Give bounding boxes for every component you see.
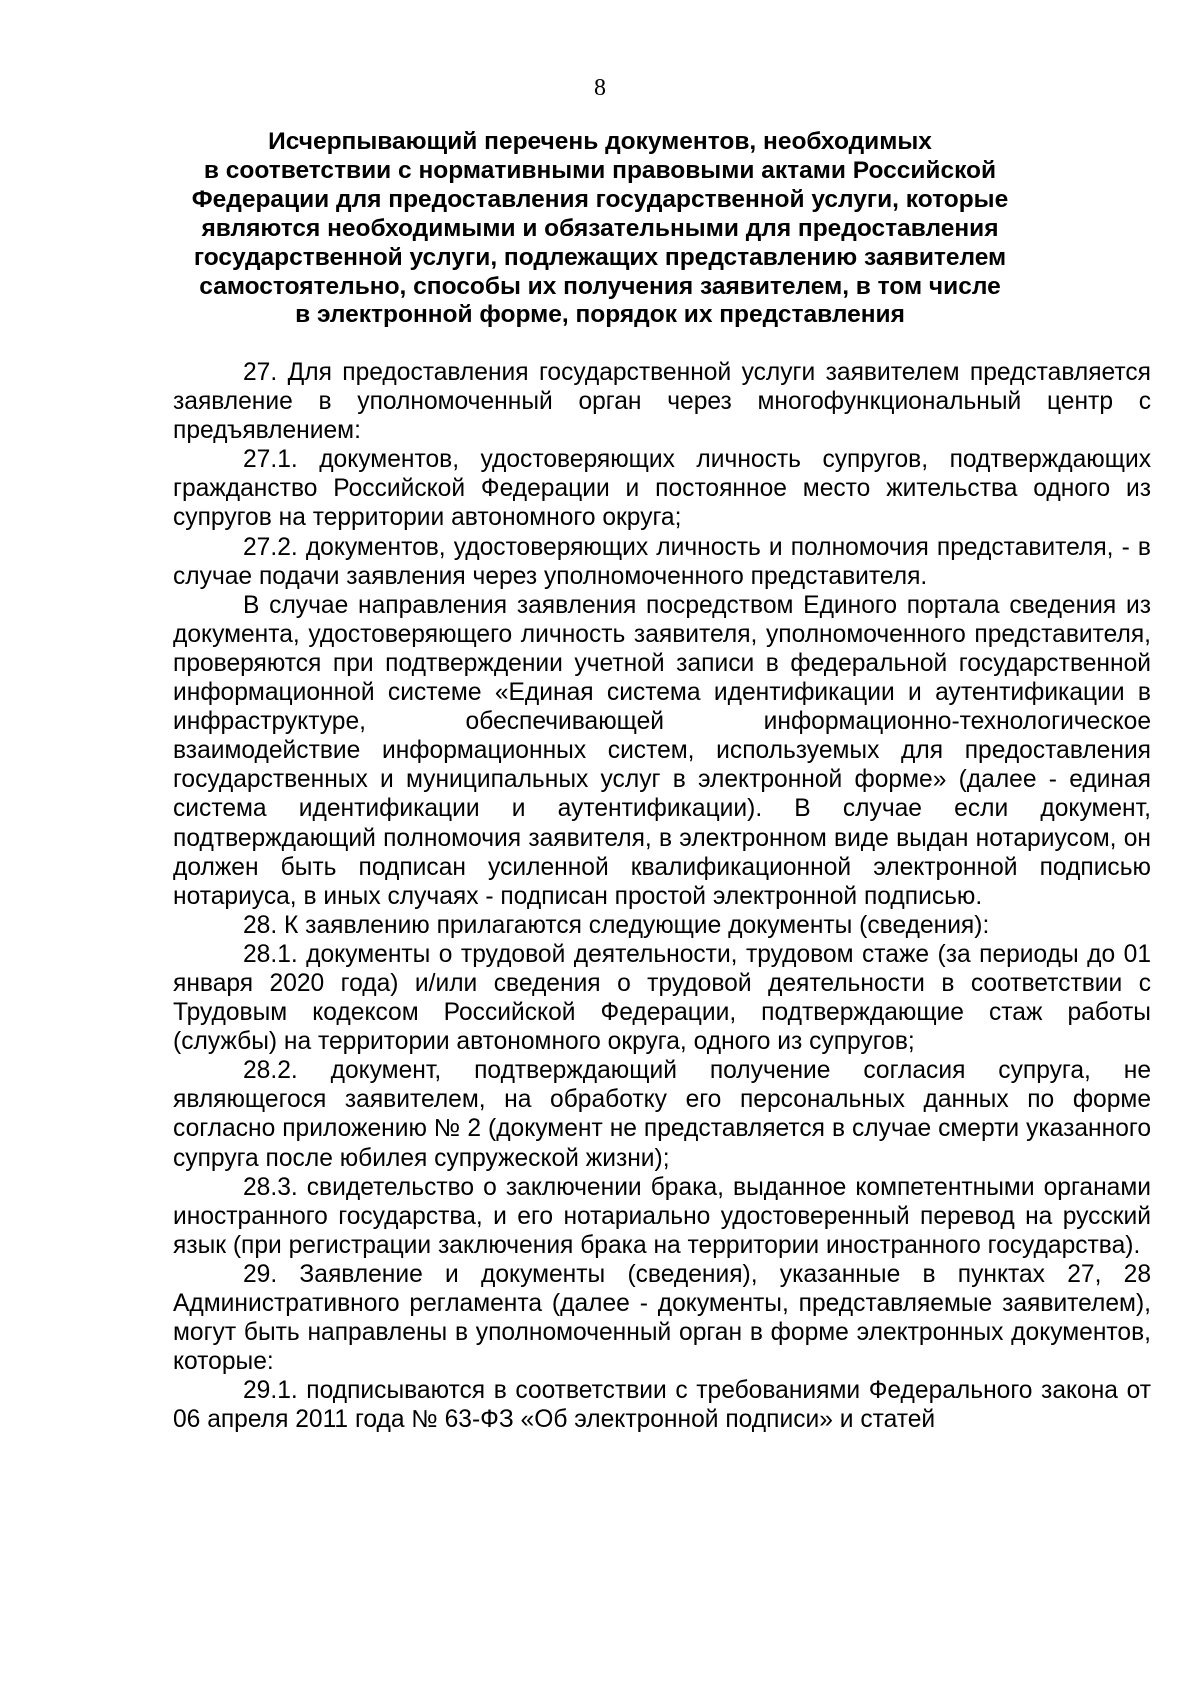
heading-line: в соответствии с нормативными правовыми актами Российской <box>203 156 997 184</box>
heading-line: Исчерпывающий перечень документов, необходимых <box>268 128 932 155</box>
heading-line: Федерации для предоставления государственной услуги, которые <box>191 185 1009 213</box>
paragraph-27: 27. Для предоставления государственной услуги заявителем представляется заявление в уполномоченный орган через многофункциональный центр с предъявлением: <box>173 359 1151 445</box>
paragraph-epgu-note: В случае направления заявления посредством Единого портала сведения из документа, удостоверяющего личность заявителя, уполномоченного представителя, проверяются при подтверждении учетной записи в федеральной государственной информационной системе «Единая система идентификации и аутентификации в инфраструктуре, обеспечивающей информационно-технологическое взаимодействие информационных систем, используемых для предоставления государственных и муниципальных услуг в электронной форме» (далее - единая система идентификации и аутентификации). В случае если документ, подтверждающий полномочия заявителя, в электронном виде выдан нотариусом, он должен быть подписан усиленной квалификационной электронной подписью нотариуса, в иных случаях - подписан простой электронной подписью. <box>173 591 1151 910</box>
heading-line: являются необходимыми и обязательными для предоставления <box>201 214 999 242</box>
paragraph-28-1: 28.1. документы о трудовой деятельности, трудовом стаже (за периоды до 01 января 2020 года) и/или сведения о трудовой деятельности в соответствии с Трудовым кодексом Российской Федерации, подтверждающие стаж работы (службы) на территории автономного округа, одного из супругов; <box>173 940 1151 1056</box>
heading-line: государственной услуги, подлежащих представлению заявителем <box>193 243 1007 271</box>
paragraph-27-2: 27.2. документов, удостоверяющих личность и полномочия представителя, - в случае подачи заявления через уполномоченного представителя. <box>173 533 1151 590</box>
body-text <box>173 358 1151 1434</box>
page-number: 8 <box>594 75 606 101</box>
section-heading <box>150 128 1050 330</box>
paragraph-28: 28. К заявлению прилагаются следующие документы (сведения): <box>243 911 990 939</box>
heading-line: в электронной форме, порядок их представления <box>295 301 905 329</box>
heading-line: самостоятельно, способы их получения заявителем, в том числе <box>199 272 1001 300</box>
paragraph-28-2: 28.2. документ, подтверждающий получение согласия супруга, не являющегося заявителем, на обработку его персональных данных по форме согласно приложению № 2 (документ не представляется в случае смерти указанного супруга после юбилея супружеской жизни); <box>173 1057 1151 1172</box>
paragraph-29-1: 29.1. подписываются в соответствии с требованиями Федерального закона от 06 апреля 2011 года № 63-ФЗ «Об электронной подписи» и статей <box>173 1377 1151 1434</box>
paragraph-27-1: 27.1. документов, удостоверяющих личность супругов, подтверждающих гражданство Российской Федерации и постоянное место жительства одного из супругов на территории автономного округа; <box>173 446 1151 532</box>
paragraph-28-3: 28.3. свидетельство о заключении брака, выданное компетентными органами иностранного государства, и его нотариально удостоверенный перевод на русский язык (при регистрации заключения брака на территории иностранного государства). <box>173 1173 1151 1259</box>
paragraph-29: 29. Заявление и документы (сведения), указанные в пунктах 27, 28 Административного регламента (далее - документы, представляемые заявителем), могут быть направлены в уполномоченный орган в форме электронных документов, которые: <box>173 1260 1151 1376</box>
